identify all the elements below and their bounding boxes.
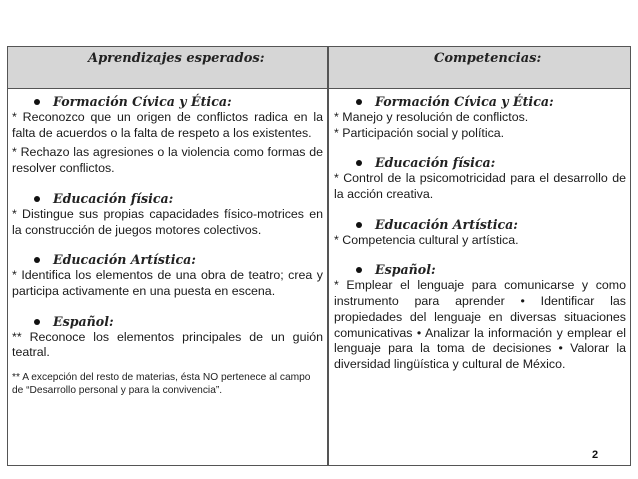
competencies-table <box>7 46 631 466</box>
right-column <box>334 89 626 373</box>
left-text-artistica: * Identifica los elementos de una obra de teatro; crea y participa activamente en una puesta en escena. <box>12 268 323 298</box>
header-competencias: Competencias: <box>434 51 542 66</box>
bullet-icon <box>356 267 362 273</box>
right-subject-artistica-label: Educación Artística: <box>375 216 518 232</box>
left-subject-civica-label: Formación Cívica y Ética: <box>53 94 232 109</box>
left-text-espanol: ** Reconoce los elementos principales de un guión teatral. <box>12 329 323 360</box>
right-subject-civica <box>356 94 626 110</box>
table-header-row <box>8 47 630 89</box>
page-number: 2 <box>592 449 599 461</box>
left-subject-civica <box>34 94 323 110</box>
column-divider <box>327 47 329 465</box>
header-aprendizajes: Aprendizajes esperados: <box>88 51 265 66</box>
left-subject-artistica <box>34 252 323 268</box>
left-section-espanol <box>12 314 323 361</box>
right-section-artistica <box>334 217 626 249</box>
left-section-fisica <box>12 191 323 238</box>
right-text-civica-2: * Participación social y política. <box>334 125 505 140</box>
right-text-espanol: * Emplear el lenguaje para comunicarse y como instrumento para aprender • Identificar las propiedades del lenguaje en diversas situaciones comunicativas • Analizar la información y emplear el lenguaje para la toma de decisiones • Valorar la diversidad lingüística y cultural de México. <box>334 278 626 372</box>
right-section-fisica <box>334 155 626 202</box>
left-subject-fisica-label: Educación física: <box>53 190 174 206</box>
bullet-icon <box>34 196 40 202</box>
right-text-artistica: * Competencia cultural y artística. <box>334 232 519 247</box>
left-subject-espanol-label: Español: <box>53 313 114 329</box>
footnote: ** A excepción del resto de materias, ésta NO pertenece al campo de “Desarrollo personal y para la convivencia”. <box>12 372 311 397</box>
left-text-civica-1: * Reconozco que un origen de conflictos radica en la falta de acuerdos o la falta de respeto a los existentes. <box>12 109 323 140</box>
right-subject-artistica <box>356 217 626 233</box>
bullet-icon <box>356 222 362 228</box>
right-text-civica-1: * Manejo y resolución de conflictos. <box>334 109 529 124</box>
bullet-icon <box>34 319 40 325</box>
left-section-artistica <box>12 252 323 299</box>
right-subject-espanol-label: Español: <box>375 262 436 278</box>
right-text-fisica: * Control de la psicomotricidad para el desarrollo de la acción creativa. <box>334 171 626 201</box>
left-subject-fisica <box>34 191 323 207</box>
bullet-icon <box>34 257 40 263</box>
left-subject-espanol <box>34 314 323 330</box>
left-column <box>12 89 323 397</box>
left-subject-artistica-label: Educación Artística: <box>53 252 196 268</box>
header-column-divider <box>327 47 329 89</box>
right-subject-fisica-label: Educación física: <box>375 155 496 171</box>
right-section-civica <box>334 94 626 141</box>
left-text-fisica: * Distingue sus propias capacidades físico-motrices en la construcción de juegos motores colectivos. <box>12 206 323 237</box>
right-section-espanol <box>334 262 626 373</box>
bullet-icon <box>356 160 362 166</box>
right-subject-civica-label: Formación Cívica y Ética: <box>375 94 554 109</box>
right-subject-fisica <box>356 155 626 171</box>
left-text-civica-2: * Rechazo las agresiones o la violencia como formas de resolver conflictos. <box>12 145 323 176</box>
bullet-icon <box>34 99 40 105</box>
right-subject-espanol <box>356 262 626 278</box>
bullet-icon <box>356 99 362 105</box>
left-section-civica <box>12 94 323 177</box>
